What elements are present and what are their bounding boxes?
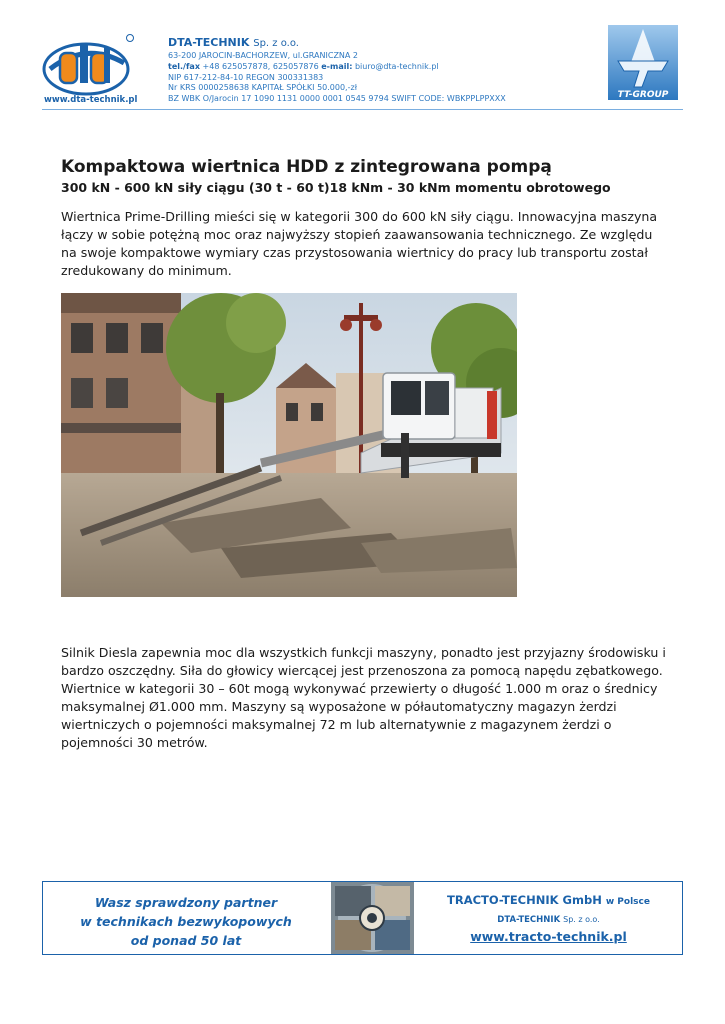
footer-slogan <box>44 893 328 950</box>
email-label: e-mail: <box>321 61 353 71</box>
footer-company-suffix: w Polsce <box>605 897 650 907</box>
slogan-line-2: w technikach bezwykopowych <box>80 914 292 929</box>
footer-website-link[interactable]: www.tracto-technik.pl <box>470 929 627 944</box>
address: 63-200 JAROCIN-BACHORZEW, ul.GRANICZNA 2 <box>168 51 359 60</box>
page-title: Kompaktowa wiertnica HDD z zintegrowana pompą <box>61 157 552 177</box>
phone-value: +48 625057878, 625057876 <box>202 61 319 71</box>
tt-group-logo <box>608 25 678 100</box>
drilling-rig-photo <box>61 293 517 597</box>
page-subtitle: 300 kN - 600 kN siły ciągu (30 t - 60 t)18 kNm - 30 kNm momentu obrotowego <box>61 180 611 195</box>
dta-logo <box>42 33 138 105</box>
bank-info: BZ WBK O/Jarocin 17 1090 1131 0000 0001 0545 9794 SWIFT CODE: WBKPPLPPXXX <box>168 94 506 104</box>
header-divider <box>42 109 683 110</box>
footer-company <box>416 890 681 945</box>
contact-line <box>168 62 598 73</box>
slogan-line-3: od ponad 50 lat <box>130 933 242 948</box>
company-suffix: Sp. z o.o. <box>253 38 299 49</box>
email-link[interactable]: biuro@dta-technik.pl <box>354 61 439 71</box>
intro-paragraph: Wiertnica Prime-Drilling mieści się w kategorii 300 do 600 kN siły ciągu. Innowacyjna maszyna łączy w sobie potężną moc oraz najwyższy stopień zaawansowania technicznego. Ze względu na swoje kompaktowe wymiary czas przystosowania wiertnicy do pracy lub transportu został zredukowany do minimum. <box>61 209 658 279</box>
footer-partner-suffix: Sp. z o.o. <box>563 915 600 924</box>
footer-partner-name: DTA-TECHNIK <box>497 915 561 925</box>
engine-paragraph: Silnik Diesla zapewnia moc dla wszystkich funkcji maszyny, ponadto jest przyjazny środowisku i bardzo oszczędny. Siła do głowicy wiercącej jest przenoszona za pomocą napędu zębatkowego. Wiertnice w kategorii 30 – 60t mogą wykonywać przewierty o długość 1.000 m oraz o średnicy maksymalnej Ø1.000 mm. Maszyny są wyposażone w półautomatyczny magazyn żerdzi wiertniczych o pojemności maksymalnej 72 m lub alternatywnie z magazynem żerdzi o pojemności 30 metrów. <box>61 645 666 751</box>
phone-label: tel./fax <box>168 61 200 71</box>
slogan-line-1: Wasz sprawdzony partner <box>94 895 278 910</box>
company-info <box>168 36 598 105</box>
krs: Nr KRS 0000258638 KAPITAŁ SPÓŁKI 50.000,-zł <box>168 83 357 93</box>
nip-regon: NIP 617-212-84-10 REGON 300331383 <box>168 72 324 82</box>
company-name: DTA-TECHNIK <box>168 36 250 49</box>
footer-company-name: TRACTO-TECHNIK GmbH <box>447 893 602 907</box>
logo-url: www.dta-technik.pl <box>44 95 138 105</box>
footer-collage-photo <box>331 882 414 954</box>
tt-group-label: TT-GROUP <box>617 90 669 100</box>
